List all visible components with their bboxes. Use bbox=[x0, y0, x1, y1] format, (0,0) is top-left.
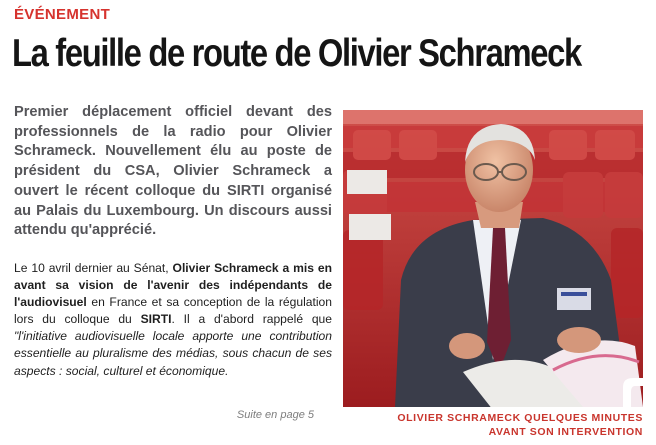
photo-caption bbox=[397, 411, 643, 439]
man-hand bbox=[449, 333, 485, 359]
man-hand bbox=[557, 327, 601, 353]
body-text-3: . Il a d'abord rappelé que bbox=[171, 312, 332, 327]
name-badge bbox=[557, 288, 591, 310]
lead-paragraph: Premier déplacement officiel devant des professionnels de la radio pour Olivier Schrameck. Nouvellement élu au poste de président du CSA, Olivier Schrameck a ouvert le récent colloque du SIRTI organisé au Palais du Luxembourg. Un discours aussi attendu qu'apprécié. bbox=[14, 104, 332, 239]
photo-illustration bbox=[343, 110, 643, 407]
body-text-1: Le 10 avril dernier au Sénat, bbox=[14, 261, 173, 275]
continued-note: Suite en page 5 bbox=[236, 409, 314, 421]
body-paragraph bbox=[14, 260, 332, 380]
kicker-label: ÉVÉNEMENT bbox=[14, 6, 111, 23]
body-quote: "l'initiative audiovisuelle locale apporte une contribution essentielle au pluralisme des médias, sous chacun de ses aspects : social, culturel et économique. bbox=[14, 329, 332, 378]
caption-line-1: OLIVIER SCHRAMECK QUELQUES MINUTES bbox=[397, 412, 643, 424]
body-bold-1: Olivier Schrameck a mis en avant sa vision de l'avenir des indépendants de l'audiovisuel bbox=[14, 261, 332, 310]
article-photo bbox=[343, 110, 643, 407]
seat-card bbox=[349, 214, 391, 240]
seat-card bbox=[347, 170, 387, 194]
body-bold-2: SIRTI bbox=[140, 312, 172, 327]
headline: La feuille de route de Olivier Schrameck bbox=[12, 32, 581, 75]
body-text-2: en France et sa conception de la régulation lors du colloque du bbox=[14, 295, 332, 327]
caption-line-2: AVANT SON INTERVENTION bbox=[488, 426, 643, 438]
